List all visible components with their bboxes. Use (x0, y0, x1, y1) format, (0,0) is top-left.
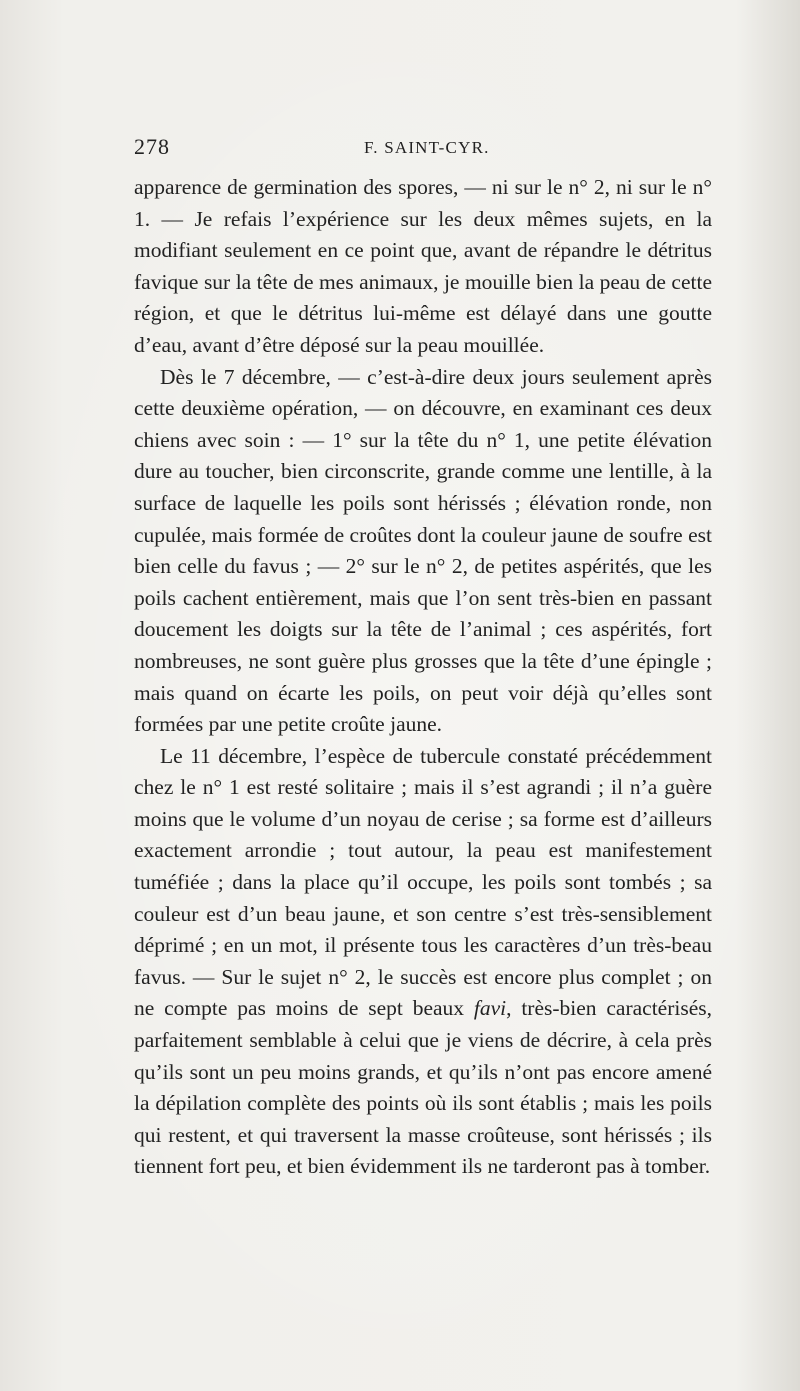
body-text (134, 172, 712, 1183)
paragraph-2: Dès le 7 décembre, — c’est-à-dire deux jours seulement après cette deuxième opération, — on découvre, en examinant ces deux chiens avec soin : — 1° sur la tête du n° 1, une petite élévation dure au toucher, bien circonscrite, grande comme une lentille, à la surface de laquelle les poils sont hérissés ; élévation ronde, non cupulée, mais formée de croûtes dont la couleur jaune de soufre est bien celle du favus ; — 2° sur le n° 2, de petites aspérités, que les poils cachent entièrement, mais que l’on sent très-bien en passant doucement les doigts sur la tête de l’animal ; ces aspérités, fort nombreuses, ne sont guère plus grosses que la tête d’une épingle ; mais quand on écarte les poils, on peut voir déjà qu’elles sont formées par une petite croûte jaune. (134, 364, 712, 737)
running-head: F. SAINT-CYR. (364, 138, 490, 157)
paragraph-3 (134, 741, 712, 1183)
paragraph-3-part-2: , très-bien caractérisés, parfaitement semblable à celui que je viens de décrire, à cela près qu’ils sont un peu moins grands, et qu’ils n’ont pas encore amené la dépilation complète des points où ils sont établis ; mais les poils qui restent, et qui traversent la masse croûteuse, sont hérissés ; ils tiennent fort peu, et bien évidemment ils ne tarderont pas à tomber. (134, 996, 712, 1179)
page-number: 278 (134, 134, 170, 159)
italic-word-favi: favi (473, 996, 507, 1021)
paragraph-3-part-1: Le 11 décembre, l’espèce de tubercule constaté précédemment chez le n° 1 est resté solitaire ; mais il s’est agrandi ; il n’a guère moins que le volume d’un noyau de cerise ; sa forme est d’ailleurs exactement arrondie ; tout autour, la peau est manifestement tuméfiée ; dans la place qu’il occupe, les poils sont tombés ; sa couleur est d’un beau jaune, et son centre s’est très-sensiblement déprimé ; en un mot, il présente tous les caractères d’un très-beau favus. — Sur le sujet n° 2, le succès est encore plus complet ; on ne compte pas moins de sept beaux (134, 743, 712, 1021)
page-header (134, 134, 730, 164)
paragraph-1: apparence de germination des spores, — ni sur le n° 2, ni sur le n° 1. — Je refais l’expérience sur les deux mêmes sujets, en la modifiant seulement en ce point que, avant de répandre le détritus favique sur la tête de mes animaux, je mouille bien la peau de cette région, et que le détritus lui-même est délayé dans une goutte d’eau, avant d’être déposé sur la peau mouillée. (134, 175, 712, 357)
